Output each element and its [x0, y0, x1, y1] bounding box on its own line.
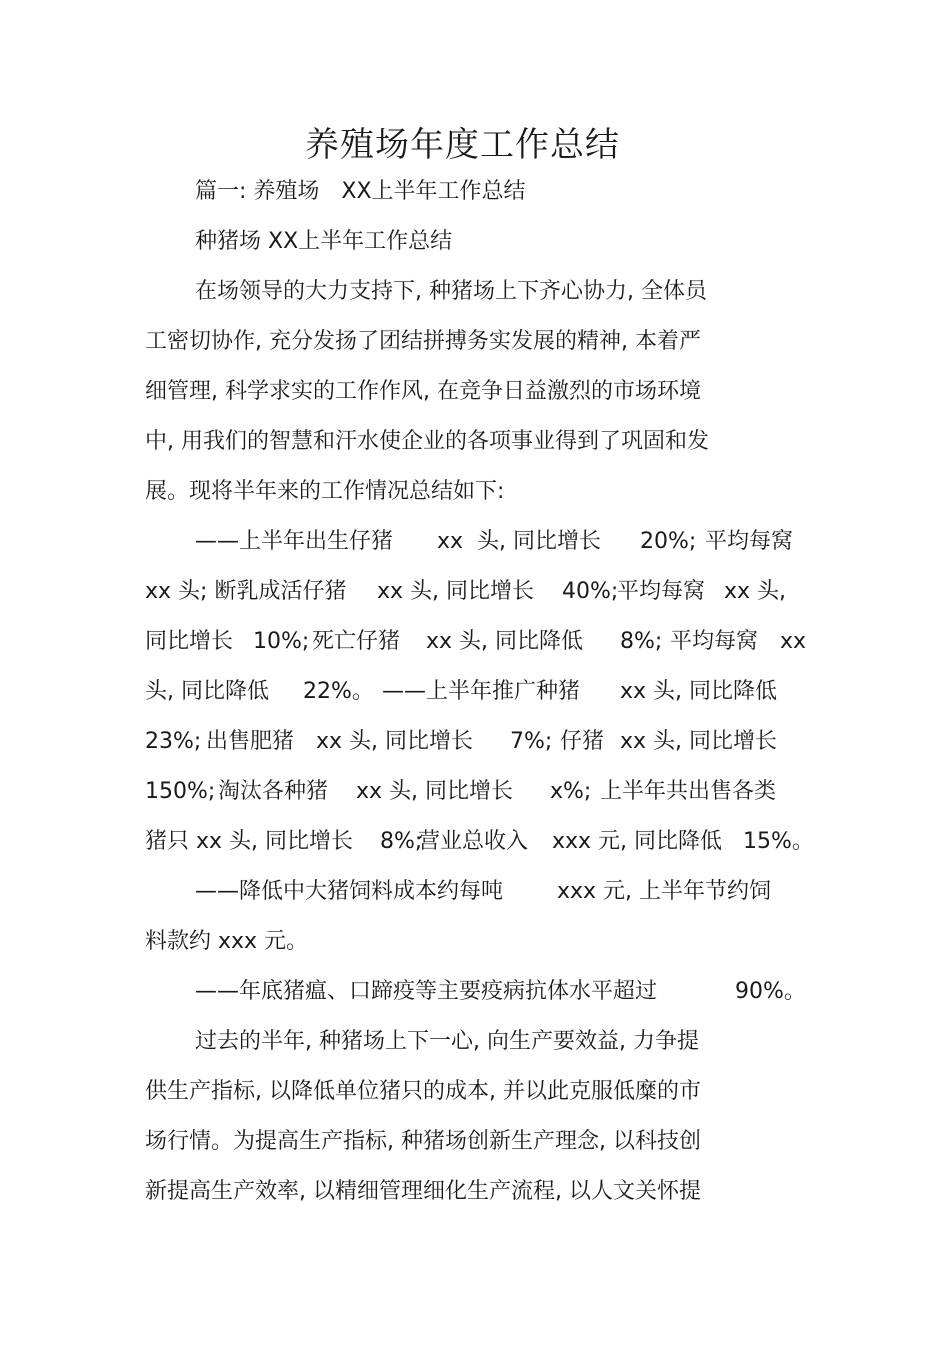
- paragraph-line: 料款约 xxx 元。: [145, 929, 309, 954]
- paragraph-line: 新提高生产效率, 以精细管理细化生产流程, 以人文关怀提: [145, 1179, 701, 1204]
- text-segment: 平均每窝: [617, 579, 706, 604]
- text-segment: xx 头, 同比增长: [316, 729, 474, 754]
- text-segment: 10%;: [253, 629, 310, 654]
- text-segment: 23%;: [145, 729, 202, 754]
- paragraph-line: 展。现将半年来的工作情况总结如下:: [145, 479, 505, 504]
- text-segment: 20%;: [640, 529, 697, 554]
- paragraph-line: 工密切协作, 充分发扬了团结拼搏务实发展的精神, 本着严: [145, 329, 701, 354]
- text-segment: ——上半年出生仔猪: [195, 529, 394, 554]
- text-segment: xx 头; 断乳成活仔猪: [145, 579, 347, 604]
- subheading: 种猪场 XX上半年工作总结: [195, 229, 453, 254]
- text-segment: 22%。: [303, 679, 374, 704]
- text-segment: 8%;: [620, 629, 663, 654]
- section-heading: 篇一: 养殖场 XX上半年工作总结: [195, 179, 526, 204]
- text-segment: xx: [780, 629, 807, 654]
- text-segment: xx 头, 同比降低: [426, 629, 584, 654]
- text-segment: 90%。: [735, 979, 806, 1004]
- text-segment: 同比增长: [145, 629, 234, 654]
- text-segment: xx 头,: [724, 579, 787, 604]
- text-segment: 出售肥猪: [206, 729, 295, 754]
- text-segment: 平均每窝: [705, 529, 794, 554]
- text-segment: 死亡仔猪: [312, 629, 401, 654]
- text-segment: xxx 元, 同比降低: [552, 829, 723, 854]
- text-segment: 150%;: [145, 779, 216, 804]
- text-segment: x%;: [550, 779, 592, 804]
- text-segment: xxx 元, 上半年节约饲: [557, 879, 772, 904]
- text-segment: xx 头, 同比增长: [356, 779, 514, 804]
- paragraph-line: 在场领导的大力支持下, 种猪场上下齐心协力, 全体员: [195, 279, 707, 304]
- text-segment: 猪只 xx 头, 同比增长: [145, 829, 354, 854]
- paragraph-line: 场行情。为提高生产指标, 种猪场创新生产理念, 以科技创: [145, 1129, 701, 1154]
- document-title: 养殖场年度工作总结: [305, 125, 620, 165]
- text-segment: 仔猪: [560, 729, 605, 754]
- text-segment: 40%;: [562, 579, 619, 604]
- text-segment: ——上半年推广种猪: [382, 679, 581, 704]
- text-segment: xx 头, 同比增长: [377, 579, 535, 604]
- text-segment: 8%;: [380, 829, 423, 854]
- text-segment: 营业总收入: [418, 829, 529, 854]
- text-segment: xx: [437, 529, 464, 554]
- text-segment: 头, 同比增长: [477, 529, 601, 554]
- text-segment: xx 头, 同比增长: [620, 729, 778, 754]
- paragraph-line: 中, 用我们的智慧和汗水使企业的各项事业得到了巩固和发: [145, 429, 709, 454]
- text-segment: 15%。: [743, 829, 814, 854]
- text-segment: 7%;: [510, 729, 553, 754]
- paragraph-line: 供生产指标, 以降低单位猪只的成本, 并以此克服低糜的市: [145, 1079, 701, 1104]
- text-segment: xx 头, 同比降低: [620, 679, 778, 704]
- text-segment: ——降低中大猪饲料成本约每吨: [195, 879, 504, 904]
- text-segment: 上半年共出售各类: [600, 779, 777, 804]
- text-segment: 淘汰各种猪: [218, 779, 329, 804]
- text-segment: ——年底猪瘟、口蹄疫等主要疫病抗体水平超过: [195, 979, 658, 1004]
- paragraph-line: 细管理, 科学求实的工作作风, 在竞争日益激烈的市场环境: [145, 379, 701, 404]
- text-segment: 头, 同比降低: [145, 679, 269, 704]
- paragraph-line: 过去的半年, 种猪场上下一心, 向生产要效益, 力争提: [195, 1029, 699, 1054]
- text-segment: 平均每窝: [670, 629, 759, 654]
